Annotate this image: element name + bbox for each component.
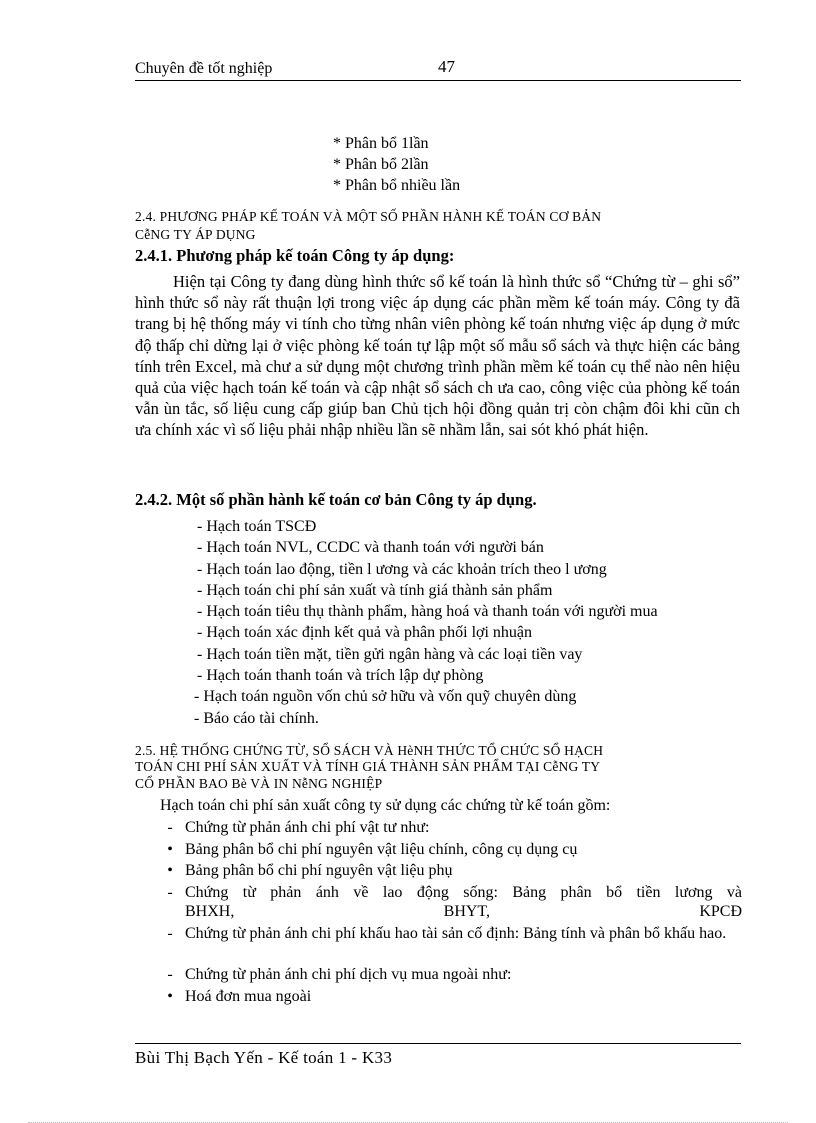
list-item: - Hạch toán chi phí sản xuất và tính giá thành sản phẩm [197, 581, 553, 599]
list-item: - Hạch toán TSCĐ [197, 518, 317, 535]
list-marker: - [167, 966, 173, 983]
list-marker: • [167, 862, 173, 879]
allocation-item: * Phân bổ 1lần [333, 135, 429, 152]
list-item: - Hạch toán NVL, CCDC và thanh toán với người bán [197, 539, 544, 557]
list-item: - Hạch toán xác định kết quả và phân phối lợi nhuận [197, 624, 533, 642]
subsection-title-2-4-2: 2.4.2. Một số phần hành kế toán cơ bản Công ty áp dụng. [135, 490, 537, 509]
documents-list-item [160, 925, 742, 944]
section-heading-2-5-line3: CỔ PHẦN BAO Bè VÀ IN NễNG NGHIỆP [135, 776, 383, 791]
documents-list-item [160, 988, 742, 1007]
accounting-parts-list [194, 516, 658, 729]
list-item: - Hạch toán thanh toán và trích lập dự phòng [197, 667, 484, 685]
list-item: - Hạch toán lao động, tiền l ương và các khoản trích theo l ương [197, 560, 607, 578]
list-item-text: Bảng phân bổ chi phí nguyên vật liệu chính, công cụ dụng cụ [185, 841, 578, 858]
documents-list-item [160, 884, 742, 921]
list-marker: • [167, 988, 173, 1005]
list-item: - Hạch toán nguồn vốn chủ sở hữu và vốn quỹ chuyên dùng [194, 688, 577, 706]
list-item: - Báo cáo tài chính. [194, 709, 319, 727]
list-item: - Hạch toán tiền mặt, tiền gửi ngân hàng và các loại tiền vay [197, 645, 583, 663]
footer-author: Bùi Thị Bạch Yến - Kế toán 1 - K33 [135, 1048, 393, 1067]
documents-list-item [160, 862, 742, 881]
labor-item: KPCĐ [699, 902, 742, 920]
documents-list-item [160, 966, 742, 985]
list-item-text: Chứng từ phản ánh về lao động sống: Bảng phân bổ tiền lương và [185, 884, 742, 901]
list-item-text: Hoá đơn mua ngoài [185, 988, 312, 1005]
header-title: Chuyên đề tốt nghiệp [135, 60, 273, 77]
list-item-text: Chứng từ phản ánh chi phí vật tư như: [185, 819, 430, 836]
section-heading-2-5-line1: 2.5. HỆ THỐNG CHỨNG TỪ, SỔ SÁCH VÀ HèNH THỨC TỔ CHỨC SỔ HẠCH [135, 743, 604, 758]
documents-intro: Hạch toán chi phí sản xuất công ty sử dụng các chứng từ kế toán gồm: [160, 797, 611, 814]
labor-item: BHYT, [443, 902, 491, 920]
subsection-title-2-4-1: 2.4.1. Phương pháp kế toán Công ty áp dụng: [135, 246, 455, 265]
list-item: - Hạch toán tiêu thụ thành phẩm, hàng hoá và thanh toán với người mua [197, 603, 658, 621]
section-heading-2-5-line2: TOÁN CHI PHÍ SẢN XUẤT VÀ TÍNH GIÁ THÀNH SẢN PHẨM TẠI CễNG TY [135, 759, 601, 774]
list-marker: - [167, 884, 173, 901]
labor-continuation [185, 903, 742, 922]
documents-list-item [160, 841, 742, 860]
footer-rule [135, 1043, 741, 1044]
list-item-text: Chứng từ phản ánh chi phí khấu hao tài sản cố định: Bảng tính và phân bổ khấu hao. [185, 925, 727, 942]
documents-list-item [160, 819, 742, 838]
allocation-item: * Phân bổ nhiều lần [333, 177, 461, 194]
labor-item: BHXH, [185, 902, 235, 920]
section-heading-2-4-line2: CễNG TY ÁP DỤNG [135, 227, 256, 242]
page-header [135, 58, 741, 81]
paragraph-accounting-method [135, 271, 740, 441]
list-item-text: Bảng phân bổ chi phí nguyên vật liệu phụ [185, 862, 453, 879]
list-marker: • [167, 841, 173, 858]
list-marker: - [167, 819, 173, 836]
page-number: 47 [438, 57, 455, 76]
allocation-item: * Phân bổ 2lần [333, 156, 429, 173]
section-heading-2-4-line1: 2.4. PHƯƠNG PHÁP KẾ TOÁN VÀ MỘT SỐ PHẦN HÀNH KẾ TOÁN CƠ BẢN [135, 209, 602, 224]
paragraph-text: Hiện tại Công ty đang dùng hình thức sổ kế toán là hình thức sổ “Chứng từ – ghi sổ” hình thức sổ này rất thuận lợi trong việc áp dụng các phần mềm kế toán máy. Công ty đã trang bị hệ thống máy vi tính cho từng nhân viên phòng kế toán nhưng việc áp dụng ở mức độ thấp chỉ dừng lại ở việc phòng kế toán tự lập một số mẫu sổ sách và thực hiện các bảng tính trên Excel, mà chư a sử dụng một chương trình phần mềm kế toán cụ thể nào nên hiệu quả của việc hạch toán kế toán và cập nhật sổ sách ch ưa cao, công việc của phòng kế toán vẫn ùn tắc, số liệu cung cấp giúp ban Chủ tịch hội đồng quản trị còn chậm đôi khi cũn ch ưa chính xác vì số liệu phải nhập nhiều lần sẽ nhầm lẫn, sai sót khó phát hiện. [135, 272, 740, 440]
list-item-text: Chứng từ phản ánh chi phí dịch vụ mua ngoài như: [185, 966, 512, 983]
list-marker: - [167, 925, 173, 942]
